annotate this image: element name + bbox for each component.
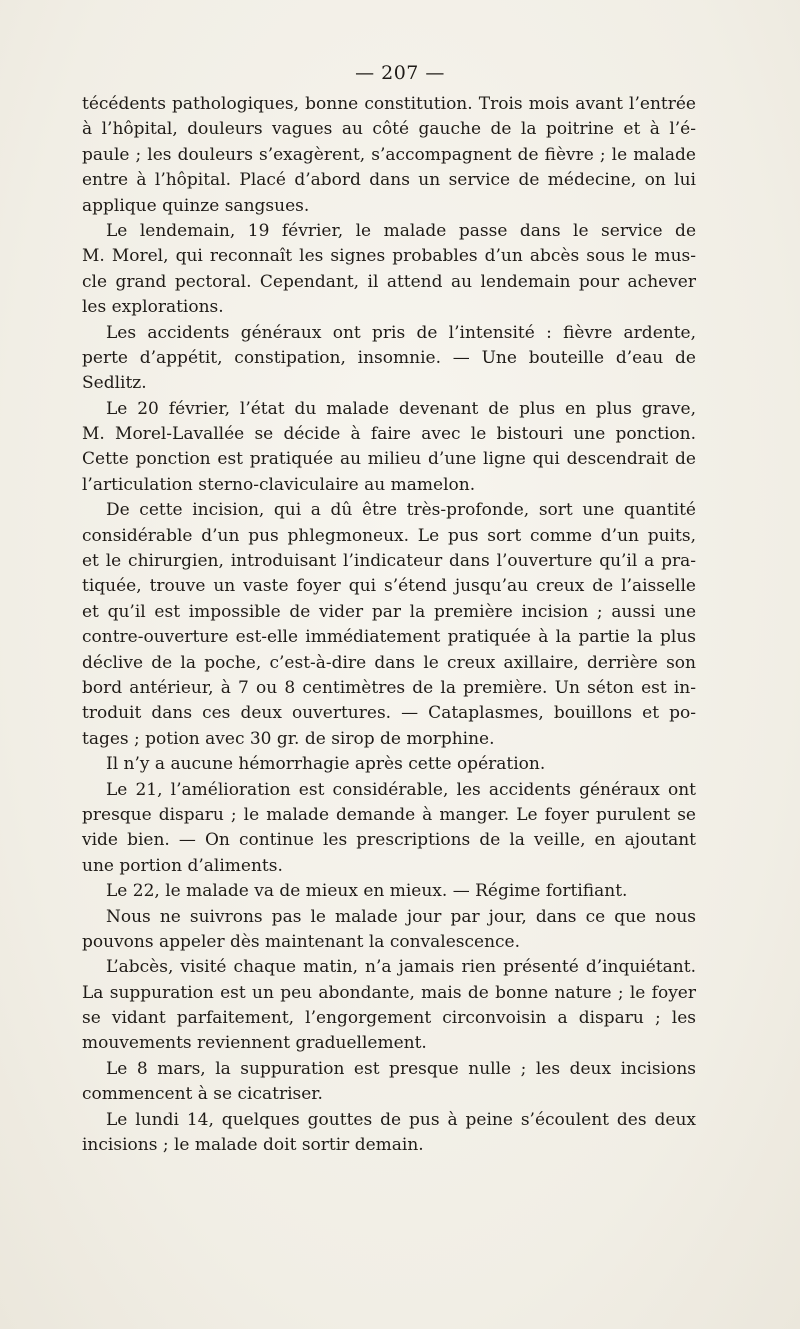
page-number: — 207 — [355, 62, 445, 84]
text-line: Le lendemain, 19 février, le malade passe dans le service de [106, 220, 696, 241]
text-line: presque disparu ; le malade demande à manger. Le foyer purulent se [82, 804, 696, 825]
text-line: Le 21, l’amélioration est considérable, les accidents généraux ont [106, 779, 696, 800]
text-line: técédents pathologiques, bonne constitution. Trois mois avant l’entrée [82, 94, 696, 114]
text-line: Nous ne suivrons pas le malade jour par jour, dans ce que nous [106, 906, 696, 927]
text-line: Les accidents généraux ont pris de l’intensité : fièvre ardente, [106, 322, 696, 343]
text-line: cle grand pectoral. Cependant, il attend au lendemain pour achever [82, 271, 696, 292]
text-line: Le lundi 14, quelques gouttes de pus à peine s’écoulent des deux [106, 1109, 696, 1130]
text-line: vide bien. — On continue les prescriptions de la veille, en ajoutant [82, 830, 696, 851]
text-line: De cette incision, qui a dû être très-profonde, sort une quantité [106, 500, 696, 521]
text-line: pouvons appeler dès maintenant la convalescence. [82, 931, 520, 952]
text-line: se vidant parfaitement, l’engorgement circonvoisin a disparu ; les [82, 1008, 696, 1029]
text-line: perte d’appétit, constipation, insomnie. — Une bouteille d’eau de [82, 347, 696, 368]
text-line: M. Morel, qui reconnaît les signes probables d’un abcès sous le mus- [82, 246, 696, 267]
text-line: considérable d’un pus phlegmoneux. Le pus sort comme d’un puits, [82, 525, 696, 546]
text-line: Sedlitz. [82, 373, 147, 394]
text-line: tiquée, trouve un vaste foyer qui s’étend jusqu’au creux de l’aisselle [82, 576, 696, 597]
text-line: troduit dans ces deux ouvertures. — Cataplasmes, bouillons et po- [82, 703, 696, 724]
text-line: et qu’il est impossible de vider par la première incision ; aussi une [82, 601, 696, 622]
text-line: mouvements reviennent graduellement. [82, 1033, 427, 1054]
text-line: L’abcès, visité chaque matin, n’a jamais rien présenté d’inquiétant. [106, 957, 696, 978]
text-line: Il n’y a aucune hémorrhagie après cette opération. [106, 754, 546, 775]
text-line: les explorations. [82, 297, 224, 318]
body-text [82, 92, 696, 1158]
text-line: Le 22, le malade va de mieux en mieux. — Régime fortifiant. [106, 881, 628, 902]
text-line: La suppuration est un peu abondante, mais de bonne nature ; le foyer [82, 982, 696, 1003]
text-line: Cette ponction est pratiquée au milieu d’une ligne qui descendrait de [82, 449, 696, 470]
text-line: bord antérieur, à 7 ou 8 centimètres de la première. Un séton est in- [82, 677, 696, 698]
text-line: M. Morel-Lavallée se décide à faire avec le bistouri une ponction. [82, 424, 696, 445]
text-line: incisions ; le malade doit sortir demain. [82, 1135, 424, 1156]
text-line: à l’hôpital, douleurs vagues au côté gauche de la poitrine et à l’é- [82, 119, 696, 140]
text-line: une portion d’aliments. [82, 855, 283, 876]
text-line: applique quinze sangsues. [82, 195, 310, 216]
text-line: déclive de la poche, c’est-à-dire dans le creux axillaire, derrière son [82, 652, 696, 673]
text-line: commencent à se cicatriser. [82, 1084, 323, 1105]
text-line: et le chirurgien, introduisant l’indicateur dans l’ouverture qu’il a pra- [82, 551, 696, 572]
text-line: Le 8 mars, la suppuration est presque nulle ; les deux incisions [106, 1058, 696, 1079]
text-line: Le 20 février, l’état du malade devenant de plus en plus grave, [106, 398, 696, 419]
text-line: entre à l’hôpital. Placé d’abord dans un service de médecine, on lui [82, 170, 696, 191]
text-line: tages ; potion avec 30 gr. de sirop de morphine. [82, 728, 495, 749]
text-line: paule ; les douleurs s’exagèrent, s’accompagnent de fièvre ; le malade [82, 144, 696, 165]
text-line: l’articulation sterno-claviculaire au mamelon. [82, 474, 476, 495]
text-line: contre-ouverture est-elle immédiatement pratiquée à la partie la plus [82, 627, 696, 648]
